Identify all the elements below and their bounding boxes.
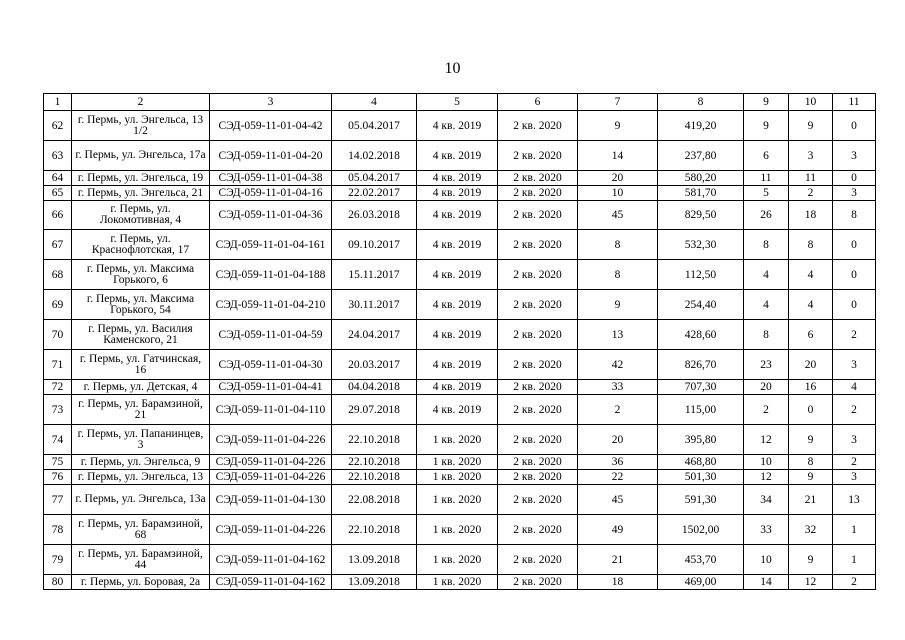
cell-start-quarter: 1 кв. 2020 [417,425,498,455]
cell-start-quarter: 4 кв. 2019 [417,395,498,425]
cell-address: г. Пермь, ул. Барамзиной, 21 [72,395,210,425]
cell-end-quarter: 2 кв. 2020 [498,111,578,141]
cell-area: 581,70 [658,186,744,201]
cell-apartments-total: 8 [744,230,789,260]
cell-document-date: 22.10.2018 [332,455,417,470]
cell-document-date: 13.09.2018 [332,575,417,590]
cell-row-number: 67 [44,230,72,260]
cell-end-quarter: 2 кв. 2020 [498,201,578,230]
cell-row-number: 72 [44,380,72,395]
cell-area: 580,20 [658,171,744,186]
cell-row-number: 65 [44,186,72,201]
column-header-8: 8 [658,94,744,111]
cell-document-date: 29.07.2018 [332,395,417,425]
cell-apartments-b: 4 [833,380,876,395]
cell-row-number: 68 [44,260,72,290]
cell-apartments-total: 10 [744,455,789,470]
column-header-3: 3 [210,94,332,111]
cell-apartments-total: 34 [744,485,789,515]
cell-apartments-b: 3 [833,470,876,485]
cell-end-quarter: 2 кв. 2020 [498,230,578,260]
cell-start-quarter: 1 кв. 2020 [417,455,498,470]
column-header-10: 10 [789,94,833,111]
cell-address: г. Пермь, ул. Энгельса, 13 1/2 [72,111,210,141]
cell-document-number: СЭД-059-11-01-04-226 [210,425,332,455]
cell-residents-count: 49 [578,515,658,545]
cell-address: г. Пермь, ул. Максима Горького, 6 [72,260,210,290]
column-header-2: 2 [72,94,210,111]
cell-apartments-b: 3 [833,425,876,455]
cell-area: 468,80 [658,455,744,470]
cell-document-date: 24.04.2017 [332,320,417,350]
cell-residents-count: 36 [578,455,658,470]
table-row [44,186,876,201]
cell-document-number: СЭД-059-11-01-04-226 [210,470,332,485]
cell-document-date: 13.09.2018 [332,545,417,575]
cell-start-quarter: 4 кв. 2019 [417,171,498,186]
cell-apartments-b: 8 [833,201,876,230]
cell-end-quarter: 2 кв. 2020 [498,545,578,575]
cell-start-quarter: 1 кв. 2020 [417,470,498,485]
cell-row-number: 71 [44,350,72,380]
cell-document-number: СЭД-059-11-01-04-226 [210,515,332,545]
cell-address: г. Пермь, ул. Энгельса, 13 [72,470,210,485]
cell-residents-count: 2 [578,395,658,425]
cell-document-date: 15.11.2017 [332,260,417,290]
table-row [44,380,876,395]
cell-end-quarter: 2 кв. 2020 [498,171,578,186]
cell-area: 419,20 [658,111,744,141]
cell-apartments-total: 4 [744,260,789,290]
cell-residents-count: 13 [578,320,658,350]
cell-document-number: СЭД-059-11-01-04-188 [210,260,332,290]
table-row [44,485,876,515]
table-row [44,290,876,320]
cell-apartments-total: 9 [744,111,789,141]
cell-apartments-a: 21 [789,485,833,515]
cell-apartments-a: 9 [789,470,833,485]
cell-apartments-b: 3 [833,141,876,171]
cell-row-number: 69 [44,290,72,320]
table-row [44,111,876,141]
cell-apartments-a: 3 [789,141,833,171]
cell-apartments-b: 3 [833,186,876,201]
cell-area: 237,80 [658,141,744,171]
cell-area: 826,70 [658,350,744,380]
table-row [44,545,876,575]
cell-document-number: СЭД-059-11-01-04-20 [210,141,332,171]
cell-residents-count: 8 [578,230,658,260]
cell-document-date: 14.02.2018 [332,141,417,171]
cell-area: 395,80 [658,425,744,455]
cell-residents-count: 21 [578,545,658,575]
cell-row-number: 78 [44,515,72,545]
cell-residents-count: 42 [578,350,658,380]
cell-residents-count: 22 [578,470,658,485]
cell-area: 829,50 [658,201,744,230]
cell-end-quarter: 2 кв. 2020 [498,470,578,485]
cell-row-number: 64 [44,171,72,186]
cell-start-quarter: 4 кв. 2019 [417,290,498,320]
cell-area: 1502,00 [658,515,744,545]
column-header-7: 7 [578,94,658,111]
cell-document-date: 22.10.2018 [332,425,417,455]
cell-apartments-a: 8 [789,455,833,470]
cell-apartments-a: 6 [789,320,833,350]
cell-document-number: СЭД-059-11-01-04-36 [210,201,332,230]
cell-apartments-b: 0 [833,230,876,260]
cell-residents-count: 20 [578,425,658,455]
cell-apartments-a: 9 [789,545,833,575]
table-row [44,201,876,230]
cell-area: 532,30 [658,230,744,260]
cell-area: 501,30 [658,470,744,485]
cell-end-quarter: 2 кв. 2020 [498,575,578,590]
cell-address: г. Пермь, ул. Барамзиной, 68 [72,515,210,545]
cell-apartments-total: 6 [744,141,789,171]
cell-document-number: СЭД-059-11-01-04-41 [210,380,332,395]
column-header-5: 5 [417,94,498,111]
cell-apartments-a: 16 [789,380,833,395]
cell-document-number: СЭД-059-11-01-04-210 [210,290,332,320]
cell-apartments-total: 33 [744,515,789,545]
cell-start-quarter: 1 кв. 2020 [417,575,498,590]
cell-apartments-b: 3 [833,350,876,380]
cell-start-quarter: 4 кв. 2019 [417,380,498,395]
cell-address: г. Пермь, ул. Василия Каменского, 21 [72,320,210,350]
cell-apartments-total: 20 [744,380,789,395]
cell-document-number: СЭД-059-11-01-04-16 [210,186,332,201]
cell-apartments-b: 2 [833,455,876,470]
cell-area: 453,70 [658,545,744,575]
cell-residents-count: 18 [578,575,658,590]
cell-residents-count: 9 [578,111,658,141]
cell-apartments-a: 11 [789,171,833,186]
cell-address: г. Пермь, ул. Энгельса, 21 [72,186,210,201]
cell-apartments-total: 10 [744,545,789,575]
cell-apartments-total: 12 [744,425,789,455]
header-row [44,94,876,111]
cell-apartments-total: 8 [744,320,789,350]
table-row [44,395,876,425]
cell-start-quarter: 4 кв. 2019 [417,111,498,141]
cell-area: 254,40 [658,290,744,320]
cell-apartments-a: 8 [789,230,833,260]
table-row [44,575,876,590]
column-header-11: 11 [833,94,876,111]
cell-document-date: 30.11.2017 [332,290,417,320]
cell-apartments-total: 2 [744,395,789,425]
cell-row-number: 74 [44,425,72,455]
cell-start-quarter: 1 кв. 2020 [417,515,498,545]
cell-residents-count: 20 [578,171,658,186]
cell-end-quarter: 2 кв. 2020 [498,485,578,515]
table-row [44,141,876,171]
cell-document-number: СЭД-059-11-01-04-226 [210,455,332,470]
cell-apartments-a: 2 [789,186,833,201]
cell-end-quarter: 2 кв. 2020 [498,290,578,320]
cell-apartments-b: 1 [833,545,876,575]
cell-area: 591,30 [658,485,744,515]
cell-end-quarter: 2 кв. 2020 [498,350,578,380]
cell-document-number: СЭД-059-11-01-04-59 [210,320,332,350]
cell-address: г. Пермь, ул. Энгельса, 17а [72,141,210,171]
cell-end-quarter: 2 кв. 2020 [498,515,578,545]
cell-end-quarter: 2 кв. 2020 [498,455,578,470]
cell-document-date: 22.10.2018 [332,470,417,485]
cell-apartments-a: 4 [789,290,833,320]
cell-start-quarter: 1 кв. 2020 [417,485,498,515]
cell-area: 707,30 [658,380,744,395]
column-header-9: 9 [744,94,789,111]
cell-start-quarter: 4 кв. 2019 [417,320,498,350]
cell-area: 115,00 [658,395,744,425]
table-row [44,230,876,260]
cell-end-quarter: 2 кв. 2020 [498,141,578,171]
table-row [44,350,876,380]
column-header-4: 4 [332,94,417,111]
cell-apartments-a: 0 [789,395,833,425]
cell-residents-count: 45 [578,201,658,230]
cell-row-number: 75 [44,455,72,470]
cell-document-number: СЭД-059-11-01-04-161 [210,230,332,260]
cell-apartments-total: 26 [744,201,789,230]
cell-document-number: СЭД-059-11-01-04-110 [210,395,332,425]
cell-row-number: 63 [44,141,72,171]
page-number: 10 [444,60,461,77]
cell-apartments-total: 12 [744,470,789,485]
cell-residents-count: 33 [578,380,658,395]
cell-residents-count: 8 [578,260,658,290]
cell-apartments-b: 0 [833,290,876,320]
cell-apartments-a: 4 [789,260,833,290]
cell-apartments-b: 2 [833,575,876,590]
cell-apartments-b: 0 [833,171,876,186]
table-row [44,470,876,485]
cell-area: 428,60 [658,320,744,350]
cell-address: г. Пермь, ул. Детская, 4 [72,380,210,395]
table-row [44,515,876,545]
cell-residents-count: 14 [578,141,658,171]
cell-document-number: СЭД-059-11-01-04-42 [210,111,332,141]
column-header-6: 6 [498,94,578,111]
cell-area: 469,00 [658,575,744,590]
cell-apartments-a: 18 [789,201,833,230]
cell-apartments-b: 0 [833,260,876,290]
cell-document-date: 22.02.2017 [332,186,417,201]
cell-row-number: 79 [44,545,72,575]
cell-address: г. Пермь, ул. Локомотивная, 4 [72,201,210,230]
cell-address: г. Пермь, ул. Барамзиной, 44 [72,545,210,575]
cell-document-date: 04.04.2018 [332,380,417,395]
cell-document-number: СЭД-059-11-01-04-38 [210,171,332,186]
table-row [44,260,876,290]
cell-document-number: СЭД-059-11-01-04-130 [210,485,332,515]
cell-start-quarter: 4 кв. 2019 [417,201,498,230]
cell-row-number: 77 [44,485,72,515]
cell-apartments-total: 11 [744,171,789,186]
cell-address: г. Пермь, ул. Краснофлотская, 17 [72,230,210,260]
cell-address: г. Пермь, ул. Папанинцев, 3 [72,425,210,455]
cell-row-number: 62 [44,111,72,141]
table-row [44,171,876,186]
cell-document-date: 26.03.2018 [332,201,417,230]
cell-apartments-total: 5 [744,186,789,201]
cell-address: г. Пермь, ул. Энгельса, 9 [72,455,210,470]
cell-apartments-b: 1 [833,515,876,545]
cell-document-date: 22.08.2018 [332,485,417,515]
cell-apartments-a: 12 [789,575,833,590]
cell-address: г. Пермь, ул. Боровая, 2а [72,575,210,590]
cell-document-number: СЭД-059-11-01-04-162 [210,545,332,575]
table-row [44,320,876,350]
cell-end-quarter: 2 кв. 2020 [498,425,578,455]
cell-end-quarter: 2 кв. 2020 [498,260,578,290]
cell-document-date: 09.10.2017 [332,230,417,260]
cell-apartments-a: 32 [789,515,833,545]
table-row [44,455,876,470]
cell-apartments-b: 0 [833,111,876,141]
cell-apartments-b: 2 [833,320,876,350]
cell-row-number: 76 [44,470,72,485]
cell-end-quarter: 2 кв. 2020 [498,380,578,395]
cell-start-quarter: 4 кв. 2019 [417,350,498,380]
cell-address: г. Пермь, ул. Максима Горького, 54 [72,290,210,320]
cell-address: г. Пермь, ул. Гатчинская, 16 [72,350,210,380]
cell-row-number: 80 [44,575,72,590]
cell-end-quarter: 2 кв. 2020 [498,320,578,350]
cell-apartments-total: 23 [744,350,789,380]
cell-start-quarter: 1 кв. 2020 [417,545,498,575]
cell-apartments-total: 4 [744,290,789,320]
table-body [44,111,876,590]
cell-row-number: 70 [44,320,72,350]
cell-start-quarter: 4 кв. 2019 [417,230,498,260]
cell-start-quarter: 4 кв. 2019 [417,141,498,171]
cell-apartments-a: 20 [789,350,833,380]
apartment-table [43,93,876,590]
cell-residents-count: 45 [578,485,658,515]
cell-document-date: 05.04.2017 [332,171,417,186]
cell-document-number: СЭД-059-11-01-04-162 [210,575,332,590]
cell-row-number: 73 [44,395,72,425]
cell-apartments-a: 9 [789,111,833,141]
cell-address: г. Пермь, ул. Энгельса, 13а [72,485,210,515]
cell-apartments-b: 13 [833,485,876,515]
cell-row-number: 66 [44,201,72,230]
cell-document-number: СЭД-059-11-01-04-30 [210,350,332,380]
cell-start-quarter: 4 кв. 2019 [417,260,498,290]
cell-apartments-total: 14 [744,575,789,590]
cell-apartments-b: 2 [833,395,876,425]
cell-document-date: 20.03.2017 [332,350,417,380]
cell-end-quarter: 2 кв. 2020 [498,186,578,201]
cell-area: 112,50 [658,260,744,290]
table-row [44,425,876,455]
cell-residents-count: 9 [578,290,658,320]
cell-document-date: 22.10.2018 [332,515,417,545]
cell-start-quarter: 4 кв. 2019 [417,186,498,201]
cell-apartments-a: 9 [789,425,833,455]
cell-document-date: 05.04.2017 [332,111,417,141]
column-header-1: 1 [44,94,72,111]
cell-residents-count: 10 [578,186,658,201]
cell-address: г. Пермь, ул. Энгельса, 19 [72,171,210,186]
cell-end-quarter: 2 кв. 2020 [498,395,578,425]
